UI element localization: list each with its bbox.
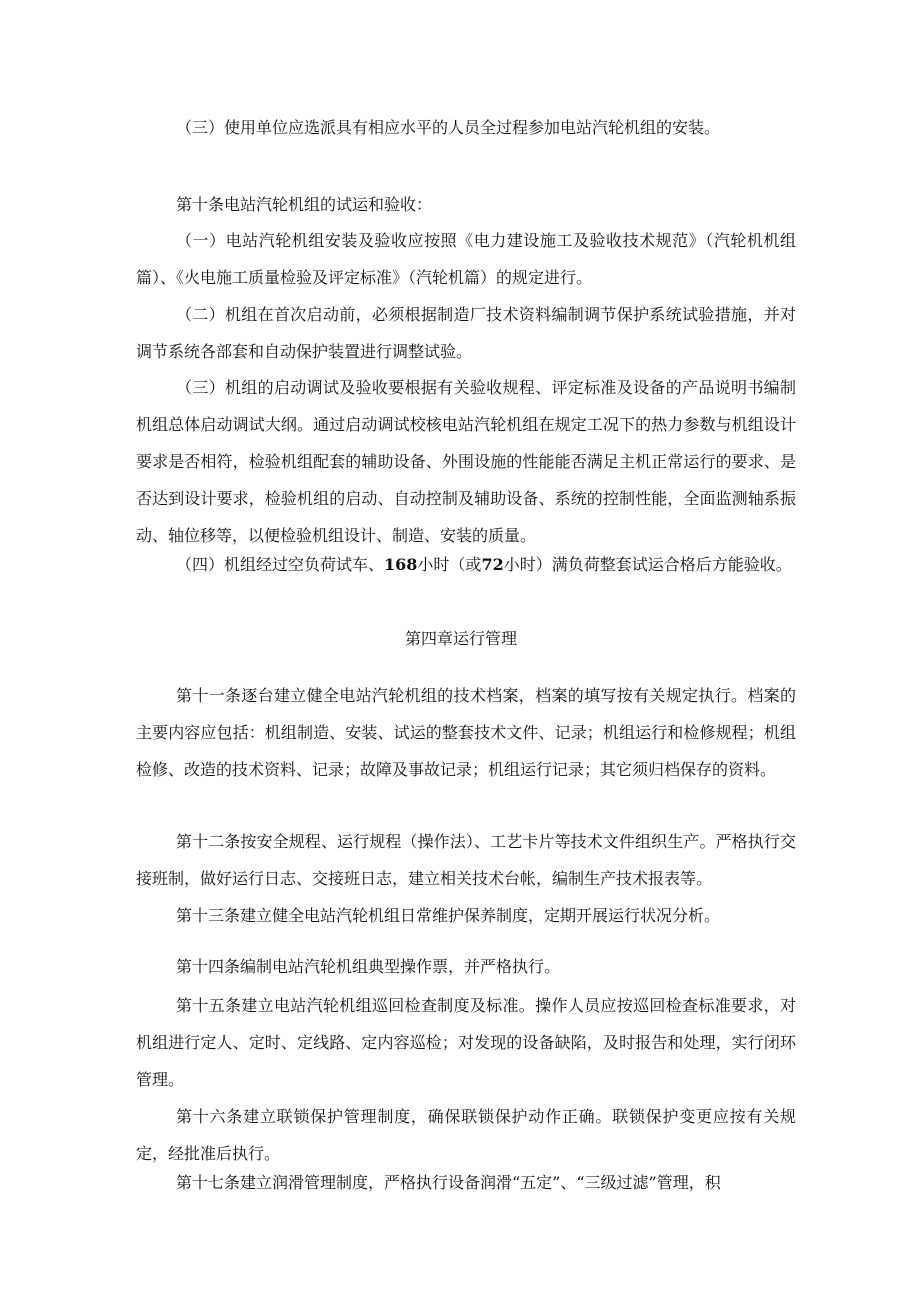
article-15: 第十五条建立电站汽轮机组巡回检查制度及标准。操作人员应按巡回检查标准要求，对机组进行定人、定时、定线路、定内容巡检；对发现的设备缺陷，及时报告和处理，实行闭环管理。: [136, 996, 796, 1089]
article-12: 第十二条按安全规程、运行规程（操作法）、工艺卡片等技术文件组织生产。严格执行交接班制，做好运行日志、交接班日志，建立相关技术台帐，编制生产技术报表等。: [136, 832, 796, 888]
article-10-item-1: （一）电站汽轮机组安装及验收应按照《电力建设施工及验收技术规范》（汽轮机机组篇）、《火电施工质量检验及评定标准》（汽轮机篇）的规定进行。: [136, 231, 796, 287]
article-14: 第十四条编制电站汽轮机组典型操作票，并严格执行。: [176, 957, 561, 976]
chapter-4-title: 第四章运行管理: [404, 629, 517, 648]
paragraph-3-installation-staff: （三）使用单位应选派具有相应水平的人员全过程参加电站汽轮机组的安装。: [176, 118, 721, 137]
article-13: 第十三条建立健全电站汽轮机组日常维护保养制度，定期开展运行状况分析。: [176, 906, 721, 925]
article-10-heading: 第十条电站汽轮机组的试运和验收：: [176, 195, 433, 214]
article-11: 第十一条逐台建立健全电站汽轮机组的技术档案，档案的填写按有关规定执行。档案的主要内容应包括：机组制造、安装、试运的整套技术文件、记录；机组运行和检修规程；机组检修、改造的技术资料、记录；故障及事故记录；机组运行记录；其它须归档保存的资料。: [136, 686, 796, 779]
article-16: 第十六条建立联锁保护管理制度，确保联锁保护动作正确。联锁保护变更应按有关规定，经批准后执行。: [136, 1107, 796, 1163]
hours-72: 72: [481, 555, 504, 574]
article-10-item-3: （三）机组的启动调试及验收要根据有关验收规程、评定标准及设备的产品说明书编制机组总体启动调试大纲。通过启动调试校核电站汽轮机组在规定工况下的热力参数与机组设计要求是否相符，检验机组配套的辅助设备、外围设施的性能能否满足主机正常运行的要求、是否达到设计要求，检验机组的启动、自动控制及辅助设备、系统的控制性能，全面监测轴系振动、轴位移等，以便检验机组设计、制造、安装的质量。: [136, 378, 796, 545]
article-10-item-4-text-before: （四）机组经过空负荷试车、: [176, 555, 385, 574]
article-10-item-4: [136, 546, 796, 583]
article-10-item-2: （二）机组在首次启动前，必须根据制造厂技术资料编制调节保护系统试验措施，并对调节系统各部套和自动保护装置进行调整试验。: [136, 305, 796, 361]
article-10-item-4-text-mid: 小时（或: [417, 555, 482, 574]
hours-168: 168: [384, 555, 418, 574]
article-17: 第十七条建立润滑管理制度，严格执行设备润滑“五定”、“三级过滤”管理，积: [176, 1173, 721, 1192]
article-10-item-4-text-after: 小时）满负荷整套试运合格后方能验收。: [503, 555, 792, 574]
